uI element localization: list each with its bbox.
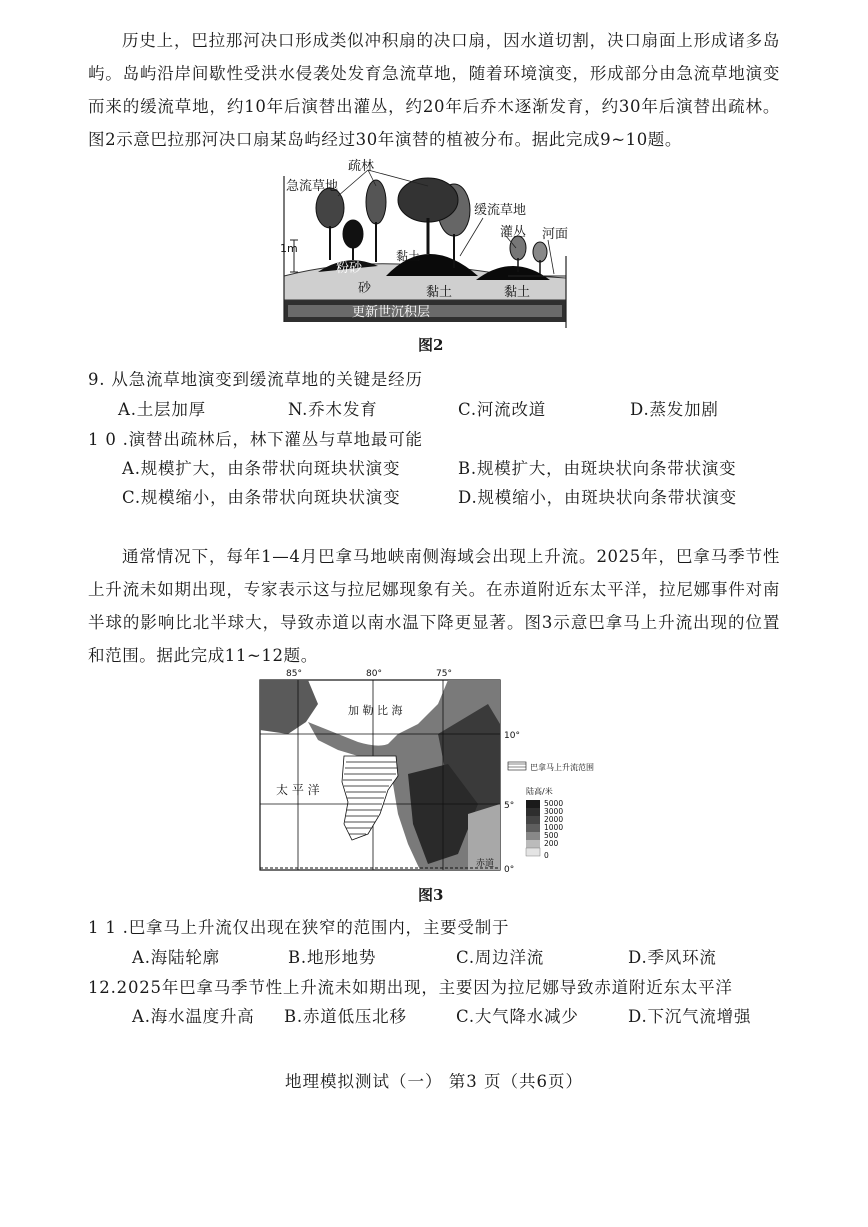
question-11-option-d: D.季风环流 [628, 948, 717, 967]
label-sha: 砂 [358, 281, 372, 296]
label-hemian: 河面 [542, 227, 569, 242]
page-footer: 地理模拟测试（一） 第3 页（共6页） [285, 1072, 583, 1091]
question-12-option-b: B.赤道低压北移 [284, 1007, 407, 1026]
legend-elev-500: 500 [544, 831, 559, 840]
lat-0: 0° [504, 865, 515, 875]
question-9-option-c: C.河流改道 [458, 400, 547, 419]
passage-2: 通常情况下，每年1—4月巴拿马地峡南侧海域会出现上升流。2025年，巴拿马季节性上升流未如期出现，专家表示这与拉尼娜现象有关。在赤道附近东太平洋，拉尼娜事件对南半球的影响比北半球大，导致赤道以南水温下降更显著。图3示意巴拿马上升流出现的位置和范围。据此完成11~12题。 [88, 547, 780, 665]
lat-5: 5° [504, 801, 515, 811]
question-10-stem: 1 0 .演替出疏林后，林下灌丛与草地最可能 [88, 430, 423, 449]
question-11-option-a: A.海陆轮廓 [132, 948, 220, 967]
legend-upwelling [508, 762, 594, 772]
lon-80: 80° [366, 669, 382, 679]
question-10-option-c: C.规模缩小，由条带状向斑块状演变 [122, 488, 401, 507]
question-12-stem: 12.2025年巴拿马季节性上升流未如期出现，主要因为拉尼娜导致赤道附近东太平洋 [88, 978, 733, 997]
question-9-option-d: D.蒸发加剧 [630, 400, 719, 419]
label-fensha: 粉砂 [336, 261, 363, 276]
label-niantu-right: 黏土 [504, 285, 531, 300]
label-scale: 1m [280, 242, 298, 255]
question-10-option-b: B.规模扩大，由斑块状向条带状演变 [458, 459, 737, 478]
legend-elevation [526, 786, 563, 860]
label-equator: 赤道 [476, 859, 495, 869]
figure-3 [248, 664, 608, 876]
legend-elev-2000: 2000 [544, 815, 564, 824]
question-9-stem: 9. 从急流草地演变到缓流草地的关键是经历 [88, 370, 423, 389]
lon-75: 75° [436, 669, 452, 679]
question-12-option-a: A.海水温度升高 [132, 1007, 255, 1026]
question-10-option-a: A.规模扩大，由条带状向斑块状演变 [122, 459, 401, 478]
lat-10: 10° [504, 731, 520, 741]
question-12-option-d: D.下沉气流增强 [628, 1007, 752, 1026]
label-huanliu: 缓流草地 [474, 203, 527, 218]
passage-1: 历史上，巴拉那河决口形成类似冲积扇的决口扇，因水道切割，决口扇面上形成诸多岛屿。岛屿沿岸间歇性受洪水侵袭处发育急流草地，随着环境演变，形成部分由急流草地演变而来的缓流草地，约10年后演替出灌丛，约20年后乔木逐渐发育，约30年后演替出疏林。图2示意巴拉那河决口扇某岛屿经过30年演替的植被分布。据此完成9~10题。 [88, 31, 780, 149]
question-12-option-c: C.大气降水减少 [456, 1007, 579, 1026]
label-pacific: 太 平 洋 [276, 783, 320, 797]
question-11-option-c: C.周边洋流 [456, 948, 545, 967]
label-guancong: 灌丛 [500, 225, 527, 240]
label-niantu-top: 黏土 [396, 249, 421, 263]
label-bedrock: 更新世沉积层 [352, 305, 431, 320]
question-11-stem: 1 1 .巴拿马上升流仅出现在狭窄的范围内，主要受制于 [88, 918, 510, 937]
figure-2-caption: 图2 [418, 336, 444, 354]
legend-elev-5000: 5000 [544, 799, 564, 808]
label-niantu-mid: 黏土 [426, 285, 453, 300]
question-11-option-b: B.地形地势 [288, 948, 377, 967]
question-9-option-a: A.土层加厚 [118, 400, 206, 419]
vegetation-profile-diagram [278, 156, 578, 334]
label-shulin: 疏林 [348, 159, 375, 174]
label-caribbean: 加 勒 比 海 [348, 704, 403, 717]
lon-85: 85° [286, 669, 302, 679]
legend-upwelling-label: 巴拿马上升流范围 [530, 763, 594, 772]
question-10-option-d: D.规模缩小，由斑块状向条带状演变 [458, 488, 737, 507]
label-jiliu: 急流草地 [286, 179, 339, 194]
figure-2 [278, 156, 578, 334]
legend-elevation-title: 陆高/米 [526, 787, 553, 796]
legend-elev-200: 200 [544, 839, 559, 848]
question-9-option-b: N.乔木发育 [288, 400, 378, 419]
legend-elev-1000: 1000 [544, 823, 564, 832]
panama-upwelling-map [248, 664, 608, 876]
figure-3-caption: 图3 [418, 886, 444, 904]
legend-elev-3000: 3000 [544, 807, 564, 816]
legend-elev-0: 0 [544, 851, 549, 860]
